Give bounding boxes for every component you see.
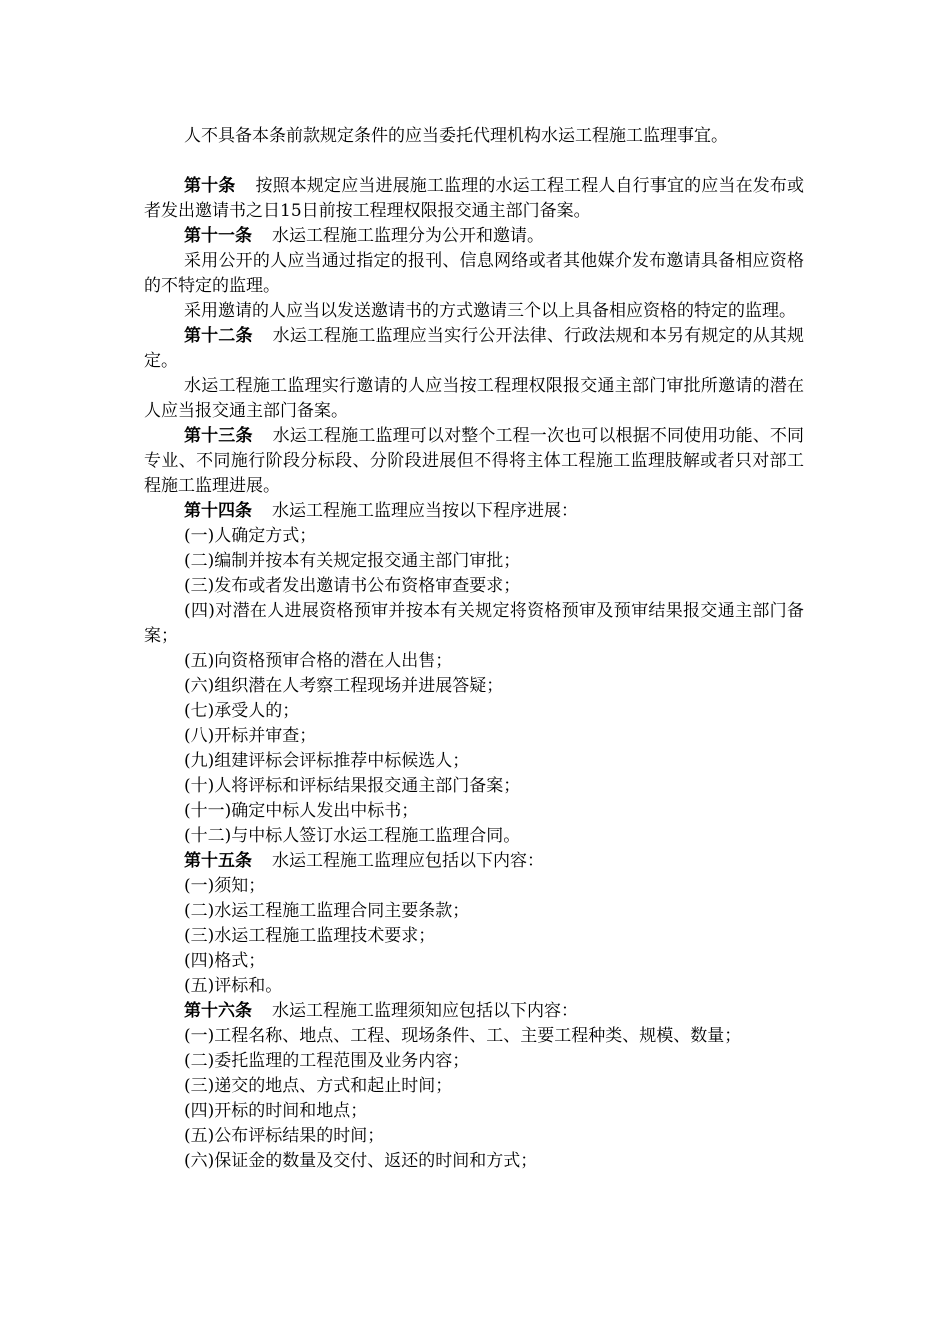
list-item-text: (二)编制并按本有关规定报交通主部门审批； — [184, 551, 521, 571]
paragraph-text: 人不具备本条前款规定条件的应当委托代理机构水运工程施工监理事宜。 — [184, 126, 728, 146]
list-item — [144, 749, 804, 774]
document-page — [144, 124, 804, 1174]
list-item — [144, 924, 804, 949]
paragraph-text: 采用邀请的人应当以发送邀请书的方式邀请三个以上具备相应资格的特定的监理。 — [184, 301, 796, 321]
paragraph-text: 采用公开的人应当通过指定的报刊、信息网络或者其他媒介发布邀请具备相应资格的不特定的监理。 — [144, 251, 804, 296]
list-item-text: (一)工程名称、地点、工程、现场条件、工、主要工程种类、规模、数量； — [184, 1026, 742, 1046]
list-item-text: (一)人确定方式； — [184, 526, 317, 546]
list-item — [144, 974, 804, 999]
list-item-text: (九)组建评标会评标推荐中标候选人； — [184, 751, 470, 771]
list-item — [144, 524, 804, 549]
list-item — [144, 1124, 804, 1149]
list-item — [144, 1074, 804, 1099]
list-item — [144, 899, 804, 924]
article-paragraph — [144, 499, 804, 524]
paragraph-text: 水运工程施工监理应包括以下内容： — [272, 851, 544, 871]
list-item-text: (二)委托监理的工程范围及业务内容； — [184, 1051, 470, 1071]
list-item — [144, 1049, 804, 1074]
list-item-text: (三)递交的地点、方式和起止时间； — [184, 1076, 453, 1096]
list-item-text: (一)须知； — [184, 876, 266, 896]
paragraph-text: 水运工程施工监理须知应包括以下内容： — [272, 1001, 578, 1021]
list-item — [144, 574, 804, 599]
article-paragraph — [144, 174, 804, 224]
list-item-text: (五)评标和。 — [184, 976, 283, 996]
list-item — [144, 699, 804, 724]
list-item — [144, 1099, 804, 1124]
article-heading: 第十条 — [184, 176, 236, 196]
paragraph — [144, 249, 804, 299]
list-item-text: (八)开标并审查； — [184, 726, 317, 746]
list-item-text: (六)保证金的数量及交付、返还的时间和方式； — [184, 1151, 538, 1171]
list-item — [144, 1024, 804, 1049]
article-heading: 第十一条 — [184, 226, 252, 246]
paragraph-text: 水运工程施工监理应当按以下程序进展： — [272, 501, 578, 521]
list-item — [144, 649, 804, 674]
list-item-text: (四)对潜在人进展资格预审并按本有关规定将资格预审及预审结果报交通主部门备案； — [144, 601, 804, 646]
paragraph-text: 水运工程施工监理实行邀请的人应当按工程理权限报交通主部门审批所邀请的潜在人应当报交通主部门备案。 — [144, 376, 804, 421]
list-item-text: (五)公布评标结果的时间； — [184, 1126, 385, 1146]
list-item-text: (三)水运工程施工监理技术要求； — [184, 926, 436, 946]
list-item — [144, 599, 804, 649]
list-item-text: (四)开标的时间和地点； — [184, 1101, 368, 1121]
list-item-text: (十一)确定中标人发出中标书； — [184, 801, 419, 821]
paragraph-gap — [144, 149, 804, 174]
list-item-text: (五)向资格预审合格的潜在人出售； — [184, 651, 453, 671]
list-item-text: (四)格式； — [184, 951, 266, 971]
article-paragraph — [144, 999, 804, 1024]
paragraph-text: 水运工程施工监理可以对整个工程一次也可以根据不同使用功能、不同专业、不同施行阶段分标段、分阶段进展但不得将主体工程施工监理肢解或者只对部工程施工监理进展。 — [144, 426, 805, 496]
paragraph-text: 水运工程施工监理应当实行公开法律、行政法规和本另有规定的从其规定。 — [144, 326, 805, 371]
list-item — [144, 824, 804, 849]
paragraph-text: 按照本规定应当进展施工监理的水运工程工程人自行事宜的应当在发布或者发出邀请书之日15日前按工程理权限报交通主部门备案。 — [144, 176, 805, 221]
list-item-text: (六)组织潜在人考察工程现场并进展答疑； — [184, 676, 504, 696]
article-paragraph — [144, 424, 804, 499]
article-paragraph — [144, 224, 804, 249]
list-item — [144, 774, 804, 799]
list-item — [144, 674, 804, 699]
list-item — [144, 949, 804, 974]
paragraph — [144, 299, 804, 324]
list-item-text: (十)人将评标和评标结果报交通主部门备案； — [184, 776, 521, 796]
list-item-text: (七)承受人的； — [184, 701, 300, 721]
paragraph-text: 水运工程施工监理分为公开和邀请。 — [272, 226, 544, 246]
article-paragraph — [144, 324, 804, 374]
list-item — [144, 799, 804, 824]
list-item-text: (三)发布或者发出邀请书公布资格审查要求； — [184, 576, 521, 596]
list-item — [144, 724, 804, 749]
list-item — [144, 874, 804, 899]
paragraph — [144, 374, 804, 424]
paragraph — [144, 124, 804, 149]
article-heading: 第十五条 — [184, 851, 252, 871]
list-item-text: (二)水运工程施工监理合同主要条款； — [184, 901, 470, 921]
article-heading: 第十六条 — [184, 1001, 252, 1021]
list-item-text: (十二)与中标人签订水运工程施工监理合同。 — [184, 826, 521, 846]
article-heading: 第十四条 — [184, 501, 252, 521]
list-item — [144, 549, 804, 574]
article-heading: 第十二条 — [184, 326, 253, 346]
article-paragraph — [144, 849, 804, 874]
list-item — [144, 1149, 804, 1174]
article-heading: 第十三条 — [184, 426, 253, 446]
